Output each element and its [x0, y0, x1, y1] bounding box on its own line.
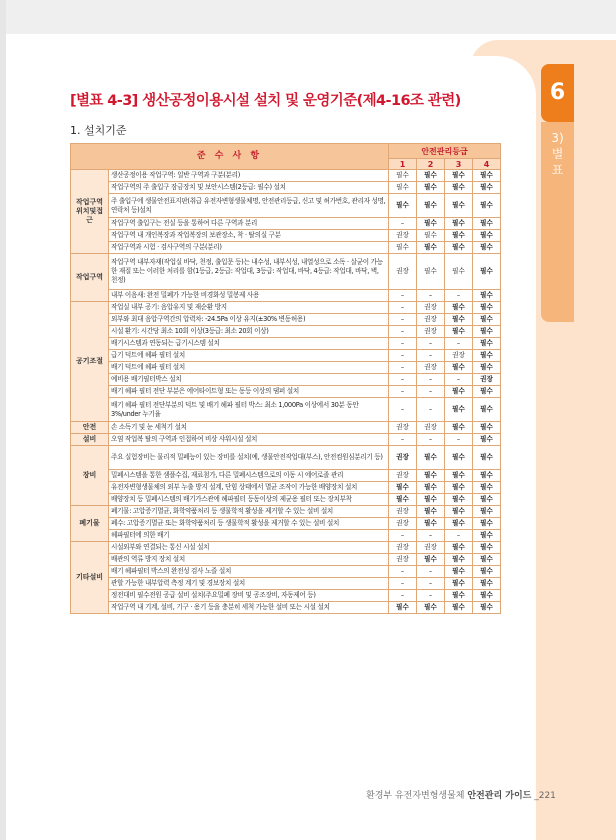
grade-cell: 필수 [473, 218, 501, 230]
grade-cell: 필수 [389, 482, 417, 494]
requirement-text: 유전자변형생물체의 외부 누출 방지 설계, 단힘 상태에서 멸균 조작이 가능한 배양장치 설치 [109, 482, 389, 494]
grade-cell: 권장 [389, 554, 417, 566]
category-cell: 작업구역 [71, 254, 109, 302]
grade-cell: – [389, 362, 417, 374]
table-row [71, 578, 501, 590]
grade-cell: 필수 [445, 542, 473, 554]
column-header-requirements: 준 수 사 항 [71, 144, 389, 170]
requirement-text: 작업구역 내부자재(작업실 바닥, 천정, 출입문 등)는 내수성, 내부식성, 내열성으로 소독 · 살균이 가능한 재질 또는 이러한 처리를 함(1등급, 2등급: 작업대, 3등급: 작업대, 바닥, 4등급: 작업대, 바닥, 벽, 천정) [109, 254, 389, 290]
grade-cell: 권장 [389, 470, 417, 482]
requirements-table [70, 143, 501, 614]
grade-cell: 필수 [417, 494, 445, 506]
background-top [0, 0, 616, 34]
page-footer [366, 788, 556, 801]
grade-cell: 필수 [445, 254, 473, 290]
table-row [71, 170, 501, 182]
grade-cell: 필수 [389, 494, 417, 506]
requirement-text: 작업구역 내 기계, 설비, 기구 · 용기 등을 충분히 세척 가능한 설비 또는 시설 설치 [109, 602, 389, 614]
requirement-text: 폐기물: 고압증기멸균, 화학약품처리 등 생물학적 활성을 제거할 수 있는 설비 설치 [109, 506, 389, 518]
grade-cell: 필수 [445, 518, 473, 530]
table-row [71, 182, 501, 194]
grade-cell: 필수 [473, 398, 501, 422]
table-row [71, 542, 501, 554]
table-row [71, 362, 501, 374]
grade-cell: 권장 [417, 542, 445, 554]
requirement-text: 정전대비 필수전원 공급 설비 설치(주요밀폐 장비 및 공조장비, 자동제어 등) [109, 590, 389, 602]
grade-cell: – [389, 386, 417, 398]
table-row [71, 194, 501, 218]
grade-cell: 필수 [417, 446, 445, 470]
grade-cell: 필수 [445, 446, 473, 470]
chapter-tab[interactable]: 6 [541, 64, 574, 122]
requirement-text: 외부와 최대 음압구역간의 압력차: -24.5Pa 이상 유지(±30% 변동허용) [109, 314, 389, 326]
grade-cell: – [417, 566, 445, 578]
requirement-text: 배관의 역류 방지 장치 설치 [109, 554, 389, 566]
grade-cell: – [389, 326, 417, 338]
grade-cell: – [389, 350, 417, 362]
requirement-text: 배기 헤파 필터 전단부분의 덕트 및 배기 헤파 필터 박스: 최소 1,000Pa 이상에서 30분 동안 3%/under 누기율 [109, 398, 389, 422]
grade-cell: 필수 [445, 218, 473, 230]
grade-cell: – [417, 350, 445, 362]
table-row [71, 254, 501, 290]
grade-cell: 필수 [445, 602, 473, 614]
table-row [71, 242, 501, 254]
grade-cell: 필수 [445, 494, 473, 506]
table-row [71, 422, 501, 434]
grade-cell: 권장 [389, 518, 417, 530]
requirement-text: 생산공정이용 작업구역: 일반 구역과 구분(분리) [109, 170, 389, 182]
grade-cell: 필수 [445, 314, 473, 326]
grade-cell: 필수 [445, 242, 473, 254]
requirement-text: 배기 헤파필터 박스의 완전성 검사 노즐 설치 [109, 566, 389, 578]
grade-cell: 권장 [417, 326, 445, 338]
table-row [71, 302, 501, 314]
table-row [71, 566, 501, 578]
grade-cell: – [389, 590, 417, 602]
grade-cell: 필수 [417, 470, 445, 482]
grade-cell: – [445, 290, 473, 302]
grade-cell: 필수 [445, 566, 473, 578]
category-cell: 작업구역위치및접근 [71, 170, 109, 254]
grade-cell: 권장 [417, 362, 445, 374]
grade-cell: – [389, 302, 417, 314]
grade-cell: 권장 [417, 302, 445, 314]
table-row [71, 434, 501, 446]
grade-cell: – [417, 590, 445, 602]
grade-cell: 필수 [473, 254, 501, 290]
grade-cell: – [417, 290, 445, 302]
section-number: 3) [551, 131, 564, 145]
table-row [71, 446, 501, 470]
grade-cell: 권장 [445, 350, 473, 362]
grade-cell: 필수 [473, 602, 501, 614]
grade-cell: 필수 [473, 494, 501, 506]
table-row [71, 470, 501, 482]
table-row [71, 374, 501, 386]
grade-cell: 필수 [445, 422, 473, 434]
grade-cell: 필수 [417, 602, 445, 614]
category-cell: 폐기물 [71, 506, 109, 542]
requirement-text: 배기 덕트에 헤파 필터 설치 [109, 362, 389, 374]
grade-cell: 필수 [473, 338, 501, 350]
page-number: _221 [534, 791, 556, 801]
grade-cell: 필수 [417, 218, 445, 230]
grade-cell: 권장 [389, 446, 417, 470]
grade-cell: 필수 [473, 578, 501, 590]
table-row [71, 530, 501, 542]
grade-cell: 필수 [473, 566, 501, 578]
grade-cell: – [445, 530, 473, 542]
requirement-text: 예비용 배기필터박스 설치 [109, 374, 389, 386]
grade-cell: 필수 [445, 554, 473, 566]
grade-cell: – [389, 530, 417, 542]
grade-cell: – [417, 338, 445, 350]
grade-cell: 필수 [417, 506, 445, 518]
grade-cell: 필수 [473, 590, 501, 602]
grade-cell: 필수 [417, 170, 445, 182]
grade-cell: 필수 [473, 446, 501, 470]
grade-cell: 필수 [473, 530, 501, 542]
grade-cell: – [389, 578, 417, 590]
section-label-char-1: 별 [551, 147, 564, 161]
grade-cell: – [445, 338, 473, 350]
grade-cell: 필수 [473, 434, 501, 446]
grade-number: 3 [445, 159, 473, 170]
grade-cell: 필수 [389, 170, 417, 182]
grade-cell: 필수 [473, 422, 501, 434]
grade-cell: 필수 [473, 242, 501, 254]
category-cell: 설비 [71, 434, 109, 446]
grade-cell: 필수 [473, 170, 501, 182]
grade-cell: 필수 [445, 398, 473, 422]
grade-cell: 필수 [473, 326, 501, 338]
grade-cell: – [417, 374, 445, 386]
grade-cell: – [389, 566, 417, 578]
requirement-text: 작업구역의 주 출입구 잠금장치 및 보안시스템(2등급: 필수) 설치 [109, 182, 389, 194]
requirement-text: 오염 작업복 탈의 구역과 인접하여 비상 샤워시설 설치 [109, 434, 389, 446]
grade-cell: 필수 [473, 314, 501, 326]
grade-cell: 권장 [389, 422, 417, 434]
grade-cell: 필수 [417, 182, 445, 194]
requirement-text: 작업구역 출입구는 전실 등을 통하여 다른 구역과 분리 [109, 218, 389, 230]
table-row [71, 482, 501, 494]
grade-cell: 필수 [445, 194, 473, 218]
requirement-text: 작업구역 내 개인복장과 작업복장의 보관장소, 착 · 탈의실 구분 [109, 230, 389, 242]
grade-cell: – [389, 338, 417, 350]
category-cell: 안전 [71, 422, 109, 434]
requirement-text: 폐수: 고압증기멸균 또는 화학약품처리 등 생물학적 활성을 제거할 수 있는 설비 설치 [109, 518, 389, 530]
grade-cell: – [389, 374, 417, 386]
table-row [71, 350, 501, 362]
grade-cell: 필수 [445, 590, 473, 602]
grade-cell: 필수 [389, 602, 417, 614]
grade-cell: 권장 [389, 506, 417, 518]
grade-cell: 필수 [473, 554, 501, 566]
grade-cell: – [417, 386, 445, 398]
table-row [71, 506, 501, 518]
page-title: [별표 4-3] 생산공정이용시설 설치 및 운영기준(제4-16조 관련) [70, 93, 461, 109]
grade-cell: 필수 [417, 482, 445, 494]
table-row [71, 494, 501, 506]
grade-cell: 권장 [473, 374, 501, 386]
requirement-text: 내부 이음새: 완전 밀폐가 가능한 비경화성 밀봉제 사용 [109, 290, 389, 302]
grade-cell: 필수 [445, 578, 473, 590]
grade-cell: – [445, 434, 473, 446]
grade-cell: – [417, 530, 445, 542]
grade-cell: – [389, 290, 417, 302]
grade-cell: – [417, 578, 445, 590]
section-subtitle: 1. 설치기준 [70, 124, 127, 137]
grade-cell: 필수 [389, 194, 417, 218]
requirement-text: 배기시스템과 연동되는 급기시스템 설치 [109, 338, 389, 350]
table-row [71, 326, 501, 338]
grade-cell: 필수 [445, 362, 473, 374]
grade-cell: 필수 [445, 482, 473, 494]
grade-cell: – [389, 398, 417, 422]
requirement-text: 작업실 내부 공기: 음압유지 및 재순환 방지 [109, 302, 389, 314]
grade-cell: – [389, 434, 417, 446]
section-tab[interactable] [541, 122, 574, 322]
table-row [71, 218, 501, 230]
grade-cell: 필수 [389, 182, 417, 194]
grade-cell: 필수 [417, 518, 445, 530]
grade-cell: 필수 [473, 182, 501, 194]
category-cell: 공기조절 [71, 302, 109, 422]
table-row [71, 230, 501, 242]
table-row [71, 290, 501, 302]
requirement-text: 배양장치 등 밀폐시스템의 배기가스관에 헤파필터 등동이상의 제균용 필터 또는 장치부착 [109, 494, 389, 506]
grade-cell: 필수 [417, 194, 445, 218]
grade-cell: 필수 [473, 194, 501, 218]
grade-cell: 권장 [417, 422, 445, 434]
grade-cell: 권장 [389, 542, 417, 554]
grade-cell: 필수 [445, 302, 473, 314]
requirement-text: 시설 환기: 시간당 최소 10회 이상(3등급: 최소 20회 이상) [109, 326, 389, 338]
category-cell: 기타설비 [71, 542, 109, 614]
grade-cell: 필수 [445, 506, 473, 518]
footer-prefix: 환경부 유전자변형생물체 [366, 791, 468, 801]
grade-cell: 권장 [389, 230, 417, 242]
grade-cell: 권장 [417, 314, 445, 326]
grade-cell: 필수 [473, 470, 501, 482]
grade-cell: – [417, 434, 445, 446]
grade-cell: 권장 [389, 254, 417, 290]
requirement-text: 주요 실험장비는 물리적 밀폐능이 있는 장비를 설치(예, 생물안전작업대(부스), 안전컴원심분리기 등) [109, 446, 389, 470]
column-header-grade: 안전관리등급 [389, 144, 501, 159]
section-label-char-2: 표 [551, 163, 564, 177]
requirement-text: 급기 덕트에 헤파 필터 설치 [109, 350, 389, 362]
grade-cell: 필수 [473, 302, 501, 314]
grade-cell: 필수 [445, 386, 473, 398]
grade-cell: 필수 [473, 482, 501, 494]
grade-cell: 필수 [473, 230, 501, 242]
grade-number: 1 [389, 159, 417, 170]
footer-guide-name: 안전관리 가이드 [467, 791, 532, 801]
table-row [71, 554, 501, 566]
grade-cell: 필수 [473, 506, 501, 518]
grade-cell: 필수 [417, 242, 445, 254]
table-row [71, 386, 501, 398]
grade-cell: 필수 [473, 542, 501, 554]
requirement-text: 관할 가능한 내부압력 측정 계기 및 경보장치 설치 [109, 578, 389, 590]
grade-number: 2 [417, 159, 445, 170]
table-row [71, 338, 501, 350]
table-row [71, 398, 501, 422]
grade-cell: – [389, 218, 417, 230]
grade-cell: 필수 [473, 290, 501, 302]
grade-cell: 필수 [417, 254, 445, 290]
requirement-text: 손 소독기 및 눈 세척기 설치 [109, 422, 389, 434]
table-row [71, 602, 501, 614]
grade-cell: – [445, 374, 473, 386]
requirement-text: 배기 헤파 필터 전단 부분은 에어타이트형 또는 동등 이상의 댐퍼 설치 [109, 386, 389, 398]
grade-cell: – [389, 314, 417, 326]
table-row [71, 590, 501, 602]
requirement-text: 헤파필터에 의한 배기 [109, 530, 389, 542]
requirement-text: 밀폐시스템을 통한 샘플수집, 재료첨가, 다른 밀폐시스템으로의 이동 시 에어로졸 관리 [109, 470, 389, 482]
table-row [71, 518, 501, 530]
grade-cell: – [417, 398, 445, 422]
grade-number: 4 [473, 159, 501, 170]
table-body [71, 170, 501, 614]
grade-cell: 필수 [445, 470, 473, 482]
requirement-text: 주 출입구에 생물안전표지판(취급 유전자변형생물체명, 안전관리등급, 신고 및 허가번호, 관리자 성명, 연락처 등)설치 [109, 194, 389, 218]
grade-cell: 필수 [417, 554, 445, 566]
grade-cell: 필수 [473, 518, 501, 530]
grade-cell: 필수 [417, 230, 445, 242]
grade-cell: 필수 [389, 242, 417, 254]
grade-cell: 필수 [473, 362, 501, 374]
requirement-text: 시설외부와 연결되는 통신 시설 설치 [109, 542, 389, 554]
grade-cell: 필수 [473, 350, 501, 362]
requirement-text: 작업구역과 시험 · 검사구역의 구분(분리) [109, 242, 389, 254]
grade-cell: 필수 [445, 170, 473, 182]
category-cell: 장비 [71, 446, 109, 506]
table-row [71, 314, 501, 326]
grade-cell: 필수 [445, 182, 473, 194]
grade-cell: 필수 [445, 326, 473, 338]
grade-cell: 필수 [445, 230, 473, 242]
grade-cell: 필수 [473, 386, 501, 398]
